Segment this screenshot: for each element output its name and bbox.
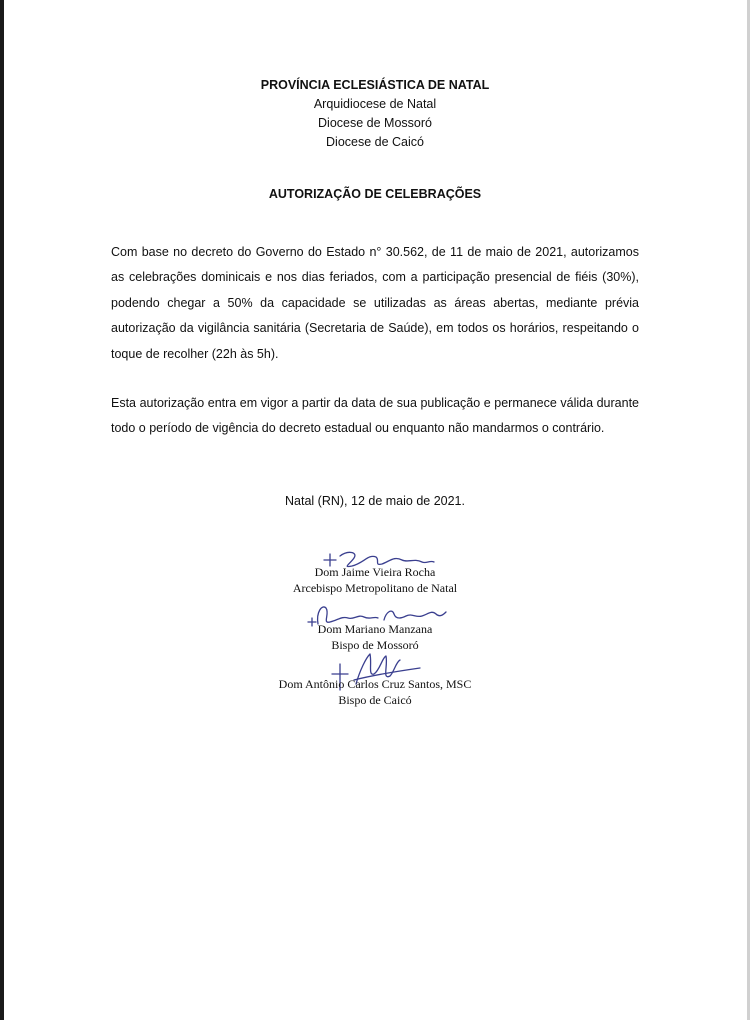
signatory-name-3: Dom Antônio Carlos Cruz Santos, MSC [278, 677, 472, 691]
signatory-role-1: Arcebispo Metropolitano de Natal [292, 580, 458, 595]
signatory-role-2: Bispo de Mossoró [331, 637, 419, 652]
body-paragraph-1: Com base no decreto do Governo do Estado n° 30.562, de 11 de maio de 2021, autorizamos as celebrações dominicais e nos dias feriados, com a participação presencial de fiéis (30%), podendo chegar a 50% da capacidade se utilizadas as áreas abertas, mediante prévia autorização da vigilância sanitária (Secretaria de Saúde), em todos os horários, respeitando o toque de recolher (22h às 5h). [111, 245, 639, 361]
place-date-line: Natal (RN), 12 de maio de 2021. [285, 494, 465, 508]
signature-block-3 [0, 677, 750, 708]
body-paragraph-2: Esta autorização entra em vigor a partir da data de sua publicação e permanece válida durante todo o período de vigência do decreto estadual ou enquanto não mandarmos o contrário. [111, 396, 639, 436]
province-heading: PROVÍNCIA ECLESIÁSTICA DE NATAL [260, 78, 490, 92]
header-line-mossoro: Diocese de Mossoró [318, 116, 432, 130]
signatory-name-1: Dom Jaime Vieira Rocha [314, 565, 436, 579]
signatory-role-3: Bispo de Caicó [338, 692, 412, 707]
signature-block-1 [0, 565, 750, 596]
signature-block-2 [0, 622, 750, 653]
document-title: AUTORIZAÇÃO DE CELEBRAÇÕES [268, 187, 482, 201]
signatory-name-2: Dom Mariano Manzana [317, 622, 433, 636]
header-line-archdiocese: Arquidiocese de Natal [313, 97, 437, 111]
document-header [0, 76, 750, 152]
header-line-caico: Diocese de Caicó [326, 135, 424, 149]
